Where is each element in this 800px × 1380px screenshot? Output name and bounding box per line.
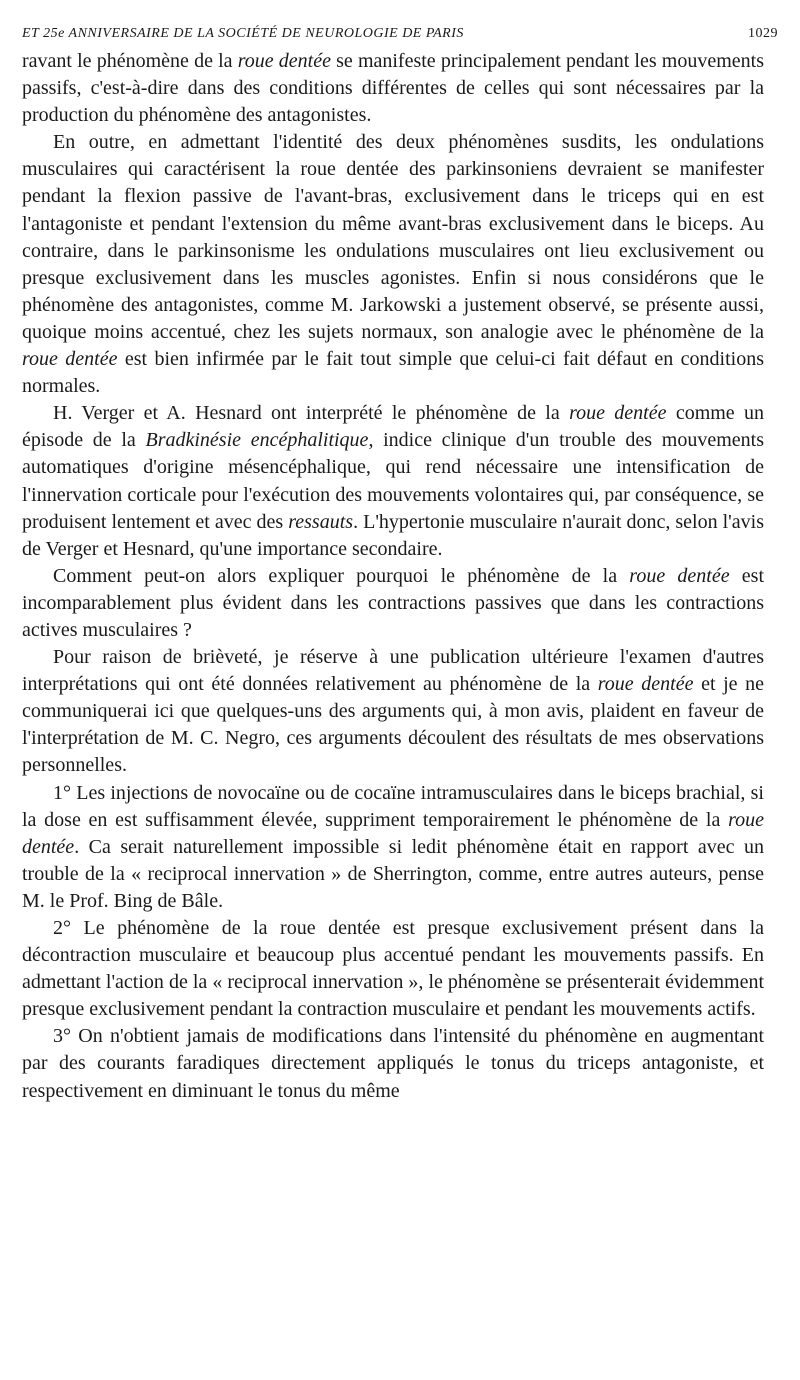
paragraph (22, 48, 764, 129)
text-run: comme un épisode de la (22, 402, 765, 452)
italic-text: roue dentée (569, 402, 667, 425)
paragraph (22, 563, 764, 644)
running-header (22, 26, 778, 42)
italic-text: roue dentée (237, 50, 331, 72)
text-run: et je ne communiquerai ici que quelques-uns des arguments qui, à mon avis, plaident en faveur de l'interprétation de M. C. Negro, ces arguments découlent des résultats de mes observations personnelles. (22, 673, 764, 777)
italic-text: roue dentée (22, 348, 118, 371)
text-run: ravant le phénomène de la (22, 50, 238, 72)
italic-text: roue dentée (629, 564, 730, 587)
paragraph (22, 400, 764, 563)
text-run: H. Verger et A. Hesnard ont interprété le phénomène de la (53, 402, 570, 425)
paragraph (22, 1023, 764, 1104)
page-number: 1029 (748, 26, 778, 41)
paragraph (22, 644, 764, 779)
text-run: Pour raison de brièveté, je réserve à une publication ultérieure l'examen d'autres interprétations qui ont été données relativement au phénomène de la (22, 646, 764, 696)
text-run: 3° On n'obtient jamais de modifications dans l'intensité du phénomène en augmentant par des courants faradiques directement appliqués le tonus du triceps antagoniste, et respectivement en diminuant le tonus du même (22, 1025, 764, 1102)
text-run: 1° Les injections de novocaïne ou de cocaïne intramusculaires dans le biceps brachial, si la dose en est suffisamment élevée, suppriment temporairement le phénomène de la (22, 781, 764, 831)
paragraph (22, 780, 764, 915)
text-run: est bien infirmée par le fait tout simple que celui-ci fait défaut en conditions normales. (22, 348, 765, 398)
text-run: En outre, en admettant l'identité des deux phénomènes susdits, les ondulations musculaires qui caractérisent la roue dentée des parkinsoniens devraient se manifester pendant la flexion passive de l'avant-bras, exclusivement dans le triceps qui en est l'antagoniste et pendant l'extension du même avant-bras exclusivement dans le biceps. Au contraire, dans le parkinsonisme les ondulations musculaires ont lieu exclusivement ou presque exclusivement dans les muscles agonistes. Enfin si nous considérons que le phénomène des antagonistes, comme M. Jarkowski a justement observé, se présente aussi, quoique moins accentué, chez les sujets normaux, son analogie avec le phénomène de la (22, 131, 764, 343)
body-text (22, 48, 764, 1105)
running-title: ET 25e ANNIVERSAIRE DE LA SOCIÉTÉ DE NEUROLOGIE DE PARIS (22, 26, 464, 41)
text-run: Comment peut-on alors expliquer pourquoi le phénomène de la (53, 564, 630, 587)
italic-text: roue dentée (22, 808, 764, 858)
italic-text: ressauts (288, 510, 354, 533)
italic-text: roue dentée (597, 673, 694, 696)
text-run: . Ca serait naturellement impossible si ledit phénomène était en rapport avec un trouble de la « reciprocal innervation » de Sherrington, comme, entre autres auteurs, pense M. le Prof. Bing de Bâle. (22, 835, 764, 912)
text-run: 2° Le phénomène de la roue dentée est presque exclusivement présent dans la décontraction musculaire et beaucoup plus accentué pendant les mouvements passifs. En admettant l'action de la « reciprocal innervation », le phénomène se présenterait évidemment presque exclusivement pendant la contraction musculaire et pendant les mouvements actifs. (22, 917, 764, 1021)
text-run: , indice clinique d'un trouble des mouvements automatiques d'origine mésencéphalique, qui rend nécessaire une intensification de l'innervation corticale pour l'exécution des mouvements volontaires qui, par conséquence, se produisent lentement et avec des (22, 429, 764, 533)
italic-text: Bradkinésie encéphalitique (145, 429, 369, 452)
text-run: se manifeste principalement pendant les mouvements passifs, c'est-à-dire dans des conditions différentes de celles qui sont nécessaires par la production du phénomène des antagonistes. (22, 50, 765, 127)
paragraph (22, 915, 764, 1023)
paragraph (22, 129, 764, 400)
text-run: est incomparablement plus évident dans les contractions passives que dans les contractions actives musculaires ? (22, 564, 765, 641)
text-run: . L'hypertonie musculaire n'aurait donc, selon l'avis de Verger et Hesnard, qu'une importance secondaire. (22, 510, 765, 560)
